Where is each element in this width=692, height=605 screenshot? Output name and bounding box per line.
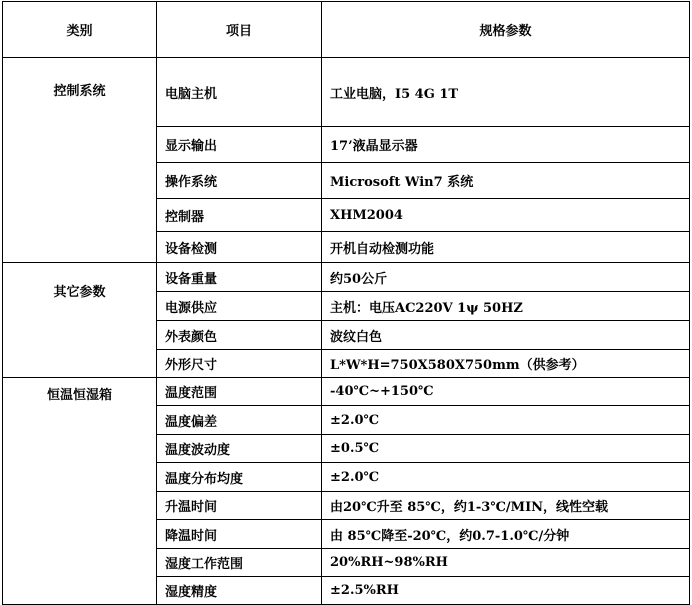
spec-cell: XHM2004 — [322, 199, 690, 232]
item-cell: 湿度工作范围 — [157, 549, 322, 577]
item-cell: 温度范围 — [157, 378, 322, 406]
item-cell: 湿度精度 — [157, 577, 322, 605]
item-cell: 电脑主机 — [157, 58, 322, 127]
spec-cell: L*W*H=750X580X750mm（供参考） — [322, 350, 690, 378]
header-category: 类别 — [3, 2, 157, 58]
item-cell: 操作系统 — [157, 163, 322, 199]
spec-cell: ±2.0℃ — [322, 406, 690, 435]
header-row — [3, 2, 690, 58]
item-cell: 温度波动度 — [157, 435, 322, 463]
item-cell: 温度分布均度 — [157, 463, 322, 492]
table-row — [3, 58, 690, 127]
spec-cell: 由20℃升至 85℃，约1-3℃/MIN，线性空载 — [322, 492, 690, 520]
table-row — [3, 263, 690, 292]
item-cell: 外形尺寸 — [157, 350, 322, 378]
item-cell: 电源供应 — [157, 292, 322, 321]
item-cell: 外表颜色 — [157, 321, 322, 350]
spec-cell: 约50公斤 — [322, 263, 690, 292]
header-spec: 规格参数 — [322, 2, 690, 58]
spec-cell: -40℃~+150℃ — [322, 378, 690, 406]
item-cell: 温度偏差 — [157, 406, 322, 435]
table-row — [3, 378, 690, 406]
item-cell: 显示输出 — [157, 127, 322, 163]
spec-cell: ±2.5%RH — [322, 577, 690, 605]
spec-cell: ±0.5℃ — [322, 435, 690, 463]
spec-cell: 由 85℃降至-20℃，约0.7-1.0℃/分钟 — [322, 520, 690, 549]
category-cell: 控制系统 — [3, 58, 157, 263]
header-item: 项目 — [157, 2, 322, 58]
spec-table — [2, 1, 690, 605]
spec-cell: 开机自动检测功能 — [322, 232, 690, 263]
item-cell: 控制器 — [157, 199, 322, 232]
item-cell: 降温时间 — [157, 520, 322, 549]
category-cell: 恒温恒湿箱 — [3, 378, 157, 605]
spec-cell: 工业电脑，I5 4G 1T — [322, 58, 690, 127]
spec-cell: 17’液晶显示器 — [322, 127, 690, 163]
spec-cell: 波纹白色 — [322, 321, 690, 350]
spec-cell: 20%RH~98%RH — [322, 549, 690, 577]
spec-cell: 主机：电压AC220V 1ψ 50HZ — [322, 292, 690, 321]
category-cell: 其它参数 — [3, 263, 157, 378]
spec-cell: Microsoft Win7 系统 — [322, 163, 690, 199]
item-cell: 设备检测 — [157, 232, 322, 263]
item-cell: 升温时间 — [157, 492, 322, 520]
spec-cell: ±2.0℃ — [322, 463, 690, 492]
item-cell: 设备重量 — [157, 263, 322, 292]
